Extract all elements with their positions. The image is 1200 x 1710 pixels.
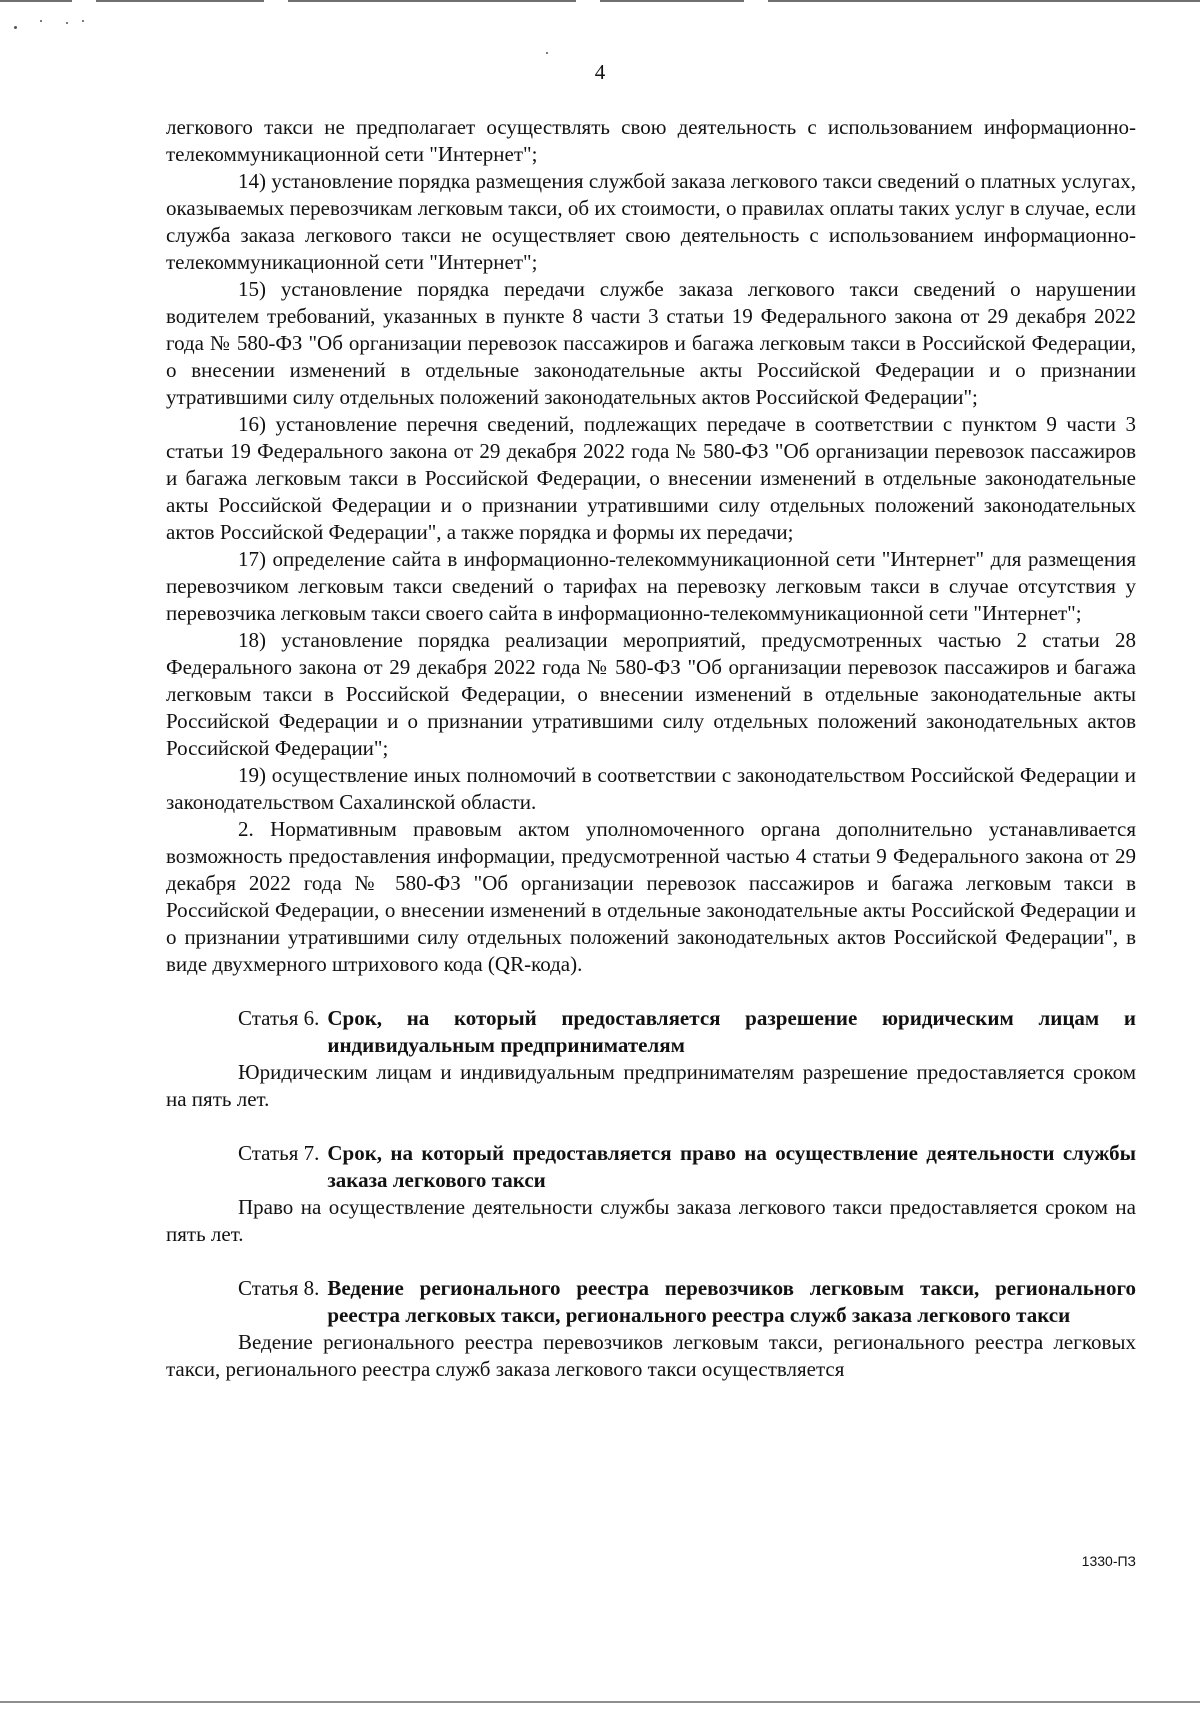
page-number: 4 [594,60,606,84]
list-item-15: 15) установление порядка передачи службе заказа легкового такси сведений о нарушении водителем требований, указанных в пункте 8 части 3 статьи 19 Федерального закона от 29 декабря 2022 года № 580-ФЗ "Об организации перевозок пассажиров и багажа легковым такси в Российской Федерации, о внесении изменений в отдельные законодательные акты Российской Федерации и о признании утратившими силу отдельных положений законодательных актов Российской Федерации"; [166,277,1136,409]
article-6 [166,1005,1136,1113]
article-8-text: Ведение регионального реестра перевозчиков легковым такси, регионального реестра легковых такси, регионального реестра служб заказа легкового такси осуществляется [166,1330,1136,1381]
list-item-18: 18) установление порядка реализации мероприятий, предусмотренных частью 2 статьи 28 Федерального закона от 29 декабря 2022 года № 580-ФЗ "Об организации перевозок пассажиров и багажа легковым такси в Российской Федерации, о внесении изменений в отдельные законодательные акты Российской Федерации и о признании утратившими силу отдельных положений законодательных актов Российской Федерации"; [166,628,1136,760]
article-8-heading [166,1275,1136,1329]
article-8-title: Ведение регионального реестра перевозчиков легковым такси, регионального реестра легковых такси, регионального реестра служб заказа легкового такси [327,1276,1136,1327]
bottom-scan-edge [0,1701,1200,1703]
article-8 [166,1275,1136,1383]
top-scan-edge [0,0,1200,2]
list-item-17: 17) определение сайта в информационно-телекоммуникационной сети "Интернет" для размещения перевозчиком легковым такси сведений о тарифах на перевозку легковым такси в случае отсутствия у перевозчика легковым такси своего сайта в информационно-телекоммуникационной сети "Интернет"; [166,547,1136,625]
article-6-title: Срок, на который предоставляется разрешение юридическим лицам и индивидуальным предпринимателям [327,1006,1136,1057]
article-7-number: Статья 7. [238,1141,320,1165]
article-8-number: Статья 8. [238,1276,320,1300]
scan-speck [66,22,68,24]
scan-speck [14,26,17,29]
scan-speck [40,20,42,22]
article-7-title: Срок, на который предоставляется право на осуществление деятельности службы заказа легкового такси [327,1141,1136,1192]
list-item-16: 16) установление перечня сведений, подлежащих передаче в соответствии с пунктом 9 части 3 статьи 19 Федерального закона от 29 декабря 2022 года № 580-ФЗ "Об организации перевозок пассажиров и багажа легковым такси в Российской Федерации, о внесении изменений в отдельные законодательные акты Российской Федерации и о признании утратившими силу отдельных положений законодательных актов Российской Федерации", а также порядка и формы их передачи; [166,412,1136,544]
article-6-heading [166,1005,1136,1059]
list-item-19: 19) осуществление иных полномочий в соответствии с законодательством Российской Федерации и законодательством Сахалинской области. [166,763,1136,814]
article-6-text: Юридическим лицам и индивидуальным предпринимателям разрешение предоставляется сроком на пять лет. [166,1060,1136,1111]
article-6-number: Статья 6. [238,1006,320,1030]
article-7-heading [166,1140,1136,1194]
paragraph-continuation: легкового такси не предполагает осуществлять свою деятельность с использованием информационно-телекоммуникационной сети "Интернет"; [166,115,1136,166]
scan-speck [546,52,548,54]
part-2-paragraph: 2. Нормативным правовым актом уполномоченного органа дополнительно устанавливается возможность предоставления информации, предусмотренной частью 4 статьи 9 Федерального закона от 29 декабря 2022 года № 580-ФЗ "Об организации перевозок пассажиров и багажа легковым такси в Российской Федерации, о внесении изменений в отдельные законодательные акты Российской Федерации и о признании утратившими силу отдельных положений законодательных актов Российской Федерации", в виде двухмерного штрихового кода (QR-кода). [166,817,1136,976]
document-code: 1330-ПЗ [1081,1553,1136,1569]
scan-speck [82,20,84,22]
document-body [166,114,1136,1383]
article-7 [166,1140,1136,1248]
list-item-14: 14) установление порядка размещения службой заказа легкового такси сведений о платных услугах, оказываемых перевозчикам легковым такси, об их стоимости, о правилах оплаты таких услуг в случае, если служба заказа легкового такси не осуществляет свою деятельность с использованием информационно-телекоммуникационной сети "Интернет"; [166,169,1136,274]
article-7-text: Право на осуществление деятельности службы заказа легкового такси предоставляется сроком на пять лет. [166,1195,1136,1246]
